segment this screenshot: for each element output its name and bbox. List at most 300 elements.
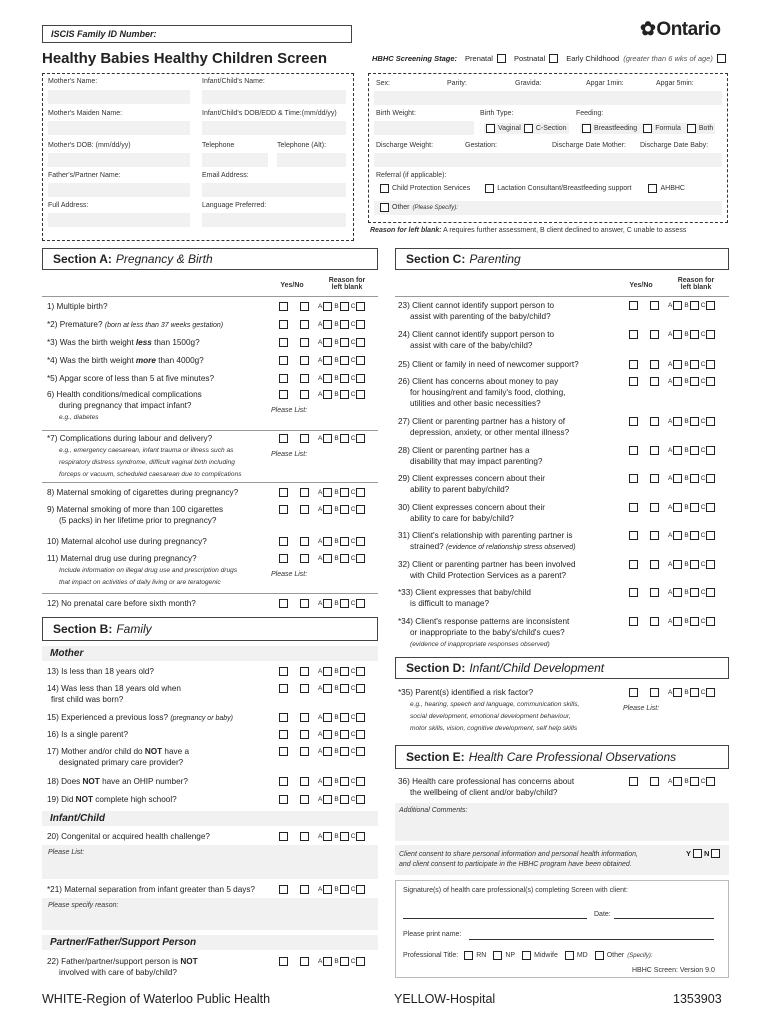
q19-label (47, 794, 177, 805)
q32-yes-checkbox[interactable] (629, 560, 638, 569)
q9-reason-c-checkbox[interactable] (356, 505, 365, 514)
q31-no-checkbox[interactable] (650, 531, 659, 540)
q23-reason-c-checkbox[interactable] (706, 301, 715, 310)
section-a-title: Pregnancy & Birth (115, 252, 213, 266)
q17-reason-c-checkbox[interactable] (356, 747, 365, 756)
q35-no-checkbox[interactable] (650, 688, 659, 697)
q30-reason-b-checkbox[interactable] (690, 503, 699, 512)
q2-yes-checkbox[interactable] (279, 320, 288, 329)
q5-reason-a-checkbox[interactable] (323, 374, 332, 383)
q3-reason-a-checkbox[interactable] (323, 338, 332, 347)
telephone-input[interactable] (202, 153, 268, 167)
q21-no-checkbox[interactable] (300, 885, 309, 894)
q17-text-c: have a (162, 747, 190, 756)
other-checkbox[interactable] (595, 951, 604, 960)
q34-reason-c-label: C (700, 618, 706, 625)
q4-reason-b-checkbox[interactable] (340, 356, 349, 365)
stage-postnatal-checkbox[interactable] (549, 54, 558, 63)
q25-yes-checkbox[interactable] (629, 360, 638, 369)
q22-reason-b-checkbox[interactable] (340, 957, 349, 966)
q29-reason-b-checkbox[interactable] (690, 474, 699, 483)
q24-yes-checkbox[interactable] (629, 330, 638, 339)
divider (395, 296, 729, 297)
q28-reason-b-label: B (684, 447, 689, 454)
q24-answer-row (629, 330, 715, 339)
q29-no-checkbox[interactable] (650, 474, 659, 483)
ref-lactation-checkbox[interactable] (485, 184, 494, 193)
q25-reason-a-checkbox[interactable] (673, 360, 682, 369)
q36-reason-c-checkbox[interactable] (706, 777, 715, 786)
q6-reason-a-label: A (318, 391, 323, 398)
telephone-alt-input[interactable] (277, 153, 346, 167)
q23-reason-b-checkbox[interactable] (690, 301, 699, 310)
q4-yes-checkbox[interactable] (279, 356, 288, 365)
q15-no-checkbox[interactable] (300, 713, 309, 722)
q27-reason-a-checkbox[interactable] (673, 417, 682, 426)
q7-reason-c-checkbox[interactable] (356, 434, 365, 443)
q11-reason-c-label: C (350, 555, 356, 562)
print-name-line[interactable] (469, 939, 714, 940)
q1-no-checkbox[interactable] (300, 302, 309, 311)
q14-reason-a-checkbox[interactable] (323, 684, 332, 693)
q25-reason-a-label: A (668, 361, 673, 368)
q26-reason-a-checkbox[interactable] (673, 377, 682, 386)
q36-yes-checkbox[interactable] (629, 777, 638, 786)
maiden-name-input[interactable] (48, 121, 190, 135)
q4-label (47, 355, 204, 366)
q22-reason-c-checkbox[interactable] (356, 957, 365, 966)
q27-yes-checkbox[interactable] (629, 417, 638, 426)
q13-reason-a-checkbox[interactable] (323, 667, 332, 676)
q3-yes-checkbox[interactable] (279, 338, 288, 347)
rn-checkbox[interactable] (464, 951, 473, 960)
q6-reason-b-checkbox[interactable] (340, 390, 349, 399)
q24-reason-c-checkbox[interactable] (706, 330, 715, 339)
q16-reason-c-checkbox[interactable] (356, 730, 365, 739)
prof-title-label: Professional Title: (403, 952, 459, 959)
q23-label (398, 300, 554, 322)
q11-reason-b-label: B (334, 555, 339, 562)
footer-form-number: 1353903 (673, 992, 722, 1006)
father-name-label: Father's/Partner Name: (48, 172, 121, 179)
csection-checkbox[interactable] (524, 124, 533, 133)
q1-reason-c-checkbox[interactable] (356, 302, 365, 311)
q28-reason-a-checkbox[interactable] (673, 446, 682, 455)
q32-reason-b-checkbox[interactable] (690, 560, 699, 569)
q1-yes-checkbox[interactable] (279, 302, 288, 311)
q2-reason-b-label: B (334, 321, 339, 328)
infant-dob-input[interactable] (202, 121, 346, 135)
q18-reason-c-checkbox[interactable] (356, 777, 365, 786)
q24-reason-a-checkbox[interactable] (673, 330, 682, 339)
midwife-checkbox[interactable] (522, 951, 531, 960)
q3-reason-c-checkbox[interactable] (356, 338, 365, 347)
q26-no-checkbox[interactable] (650, 377, 659, 386)
q11-no-checkbox[interactable] (300, 554, 309, 563)
formula-checkbox[interactable] (643, 124, 652, 133)
q30-yes-checkbox[interactable] (629, 503, 638, 512)
language-input[interactable] (202, 213, 346, 227)
q15-reason-a-checkbox[interactable] (323, 713, 332, 722)
q12-answer-row (279, 599, 365, 608)
date-line[interactable] (614, 918, 714, 919)
q23-no-checkbox[interactable] (650, 301, 659, 310)
q8-reason-b-checkbox[interactable] (340, 488, 349, 497)
q20-reason-c-checkbox[interactable] (356, 832, 365, 841)
q29-yes-checkbox[interactable] (629, 474, 638, 483)
q9-reason-a-checkbox[interactable] (323, 505, 332, 514)
q33-reason-c-checkbox[interactable] (706, 588, 715, 597)
q30-reason-c-checkbox[interactable] (706, 503, 715, 512)
q5-no-checkbox[interactable] (300, 374, 309, 383)
reason-colhead-right-1: Reason for (677, 277, 715, 284)
q35-reason-c-checkbox[interactable] (706, 688, 715, 697)
q5-reason-b-checkbox[interactable] (340, 374, 349, 383)
q34-label (398, 616, 569, 650)
q6-reason-a-checkbox[interactable] (323, 390, 332, 399)
q25-reason-b-label: B (684, 361, 689, 368)
q28-reason-b-checkbox[interactable] (690, 446, 699, 455)
q17-yes-checkbox[interactable] (279, 747, 288, 756)
q6-reason-c-checkbox[interactable] (356, 390, 365, 399)
q33-no-checkbox[interactable] (650, 588, 659, 597)
q29-reason-a-label: A (668, 475, 673, 482)
q5-reason-a-label: A (318, 375, 323, 382)
q12-no-checkbox[interactable] (300, 599, 309, 608)
q32-no-checkbox[interactable] (650, 560, 659, 569)
q3-reason-b-checkbox[interactable] (340, 338, 349, 347)
q24-reason-c-label: C (700, 331, 706, 338)
q21-reason-a-checkbox[interactable] (323, 885, 332, 894)
q30-answer-row (629, 503, 715, 512)
father-name-input[interactable] (48, 183, 190, 197)
q2-no-checkbox[interactable] (300, 320, 309, 329)
q13-reason-c-checkbox[interactable] (356, 667, 365, 676)
address-input[interactable] (48, 213, 190, 227)
yesno-colhead-left: Yes/No (280, 282, 304, 289)
q21-reason-c-checkbox[interactable] (356, 885, 365, 894)
ref-ahbhc-checkbox[interactable] (648, 184, 657, 193)
q9-reason-a-label: A (318, 506, 323, 513)
stage-early-checkbox[interactable] (717, 54, 726, 63)
q27-reason-b-checkbox[interactable] (690, 417, 699, 426)
q34-note: (evidence of inappropriate responses observed) (410, 641, 550, 648)
q11-answer-row (279, 554, 365, 563)
q5-yes-checkbox[interactable] (279, 374, 288, 383)
np-checkbox[interactable] (493, 951, 502, 960)
q19-reason-b-checkbox[interactable] (340, 795, 349, 804)
q8-reason-a-label: A (318, 489, 323, 496)
ref-other-checkbox[interactable] (380, 203, 389, 212)
q10-reason-b-checkbox[interactable] (340, 537, 349, 546)
q25-reason-c-checkbox[interactable] (706, 360, 715, 369)
q14-no-checkbox[interactable] (300, 684, 309, 693)
q11-yes-checkbox[interactable] (279, 554, 288, 563)
q7-reason-a-checkbox[interactable] (323, 434, 332, 443)
q17-reason-a-label: A (318, 748, 323, 755)
q12-reason-c-checkbox[interactable] (356, 599, 365, 608)
q4-reason-a-checkbox[interactable] (323, 356, 332, 365)
q35-reason-a-checkbox[interactable] (673, 688, 682, 697)
q16-yes-checkbox[interactable] (279, 730, 288, 739)
q25-reason-b-checkbox[interactable] (690, 360, 699, 369)
q31-reason-c-checkbox[interactable] (706, 531, 715, 540)
q18-yes-checkbox[interactable] (279, 777, 288, 786)
q10-yes-checkbox[interactable] (279, 537, 288, 546)
q35-note-b: social development, emotional development behaviour, (410, 713, 571, 720)
q15-reason-c-checkbox[interactable] (356, 713, 365, 722)
q35-yes-checkbox[interactable] (629, 688, 638, 697)
reason-colhead-left (322, 277, 372, 291)
q20-reason-b-checkbox[interactable] (340, 832, 349, 841)
q22-yes-checkbox[interactable] (279, 957, 288, 966)
q28-reason-c-checkbox[interactable] (706, 446, 715, 455)
discharge-row-input[interactable] (374, 153, 722, 167)
q35-answer-row (629, 688, 715, 697)
q16-reason-a-checkbox[interactable] (323, 730, 332, 739)
q18-reason-a-checkbox[interactable] (323, 777, 332, 786)
q12-reason-b-checkbox[interactable] (340, 599, 349, 608)
q16-no-checkbox[interactable] (300, 730, 309, 739)
q19-yes-checkbox[interactable] (279, 795, 288, 804)
trillium-icon: ✿ (640, 19, 656, 40)
q10-no-checkbox[interactable] (300, 537, 309, 546)
q16-answer-row (279, 730, 365, 739)
q18-reason-b-checkbox[interactable] (340, 777, 349, 786)
q24-reason-b-checkbox[interactable] (690, 330, 699, 339)
q11-reason-a-label: A (318, 555, 323, 562)
q7-yes-checkbox[interactable] (279, 434, 288, 443)
q24-no-checkbox[interactable] (650, 330, 659, 339)
divider (42, 482, 378, 483)
q20-reason-b-label: B (334, 833, 339, 840)
q21-yes-checkbox[interactable] (279, 885, 288, 894)
q31-yes-checkbox[interactable] (629, 531, 638, 540)
q36-no-checkbox[interactable] (650, 777, 659, 786)
q26-reason-b-label: B (684, 378, 689, 385)
q17-no-checkbox[interactable] (300, 747, 309, 756)
q35-label (398, 687, 579, 734)
q2-reason-b-checkbox[interactable] (340, 320, 349, 329)
q8-reason-a-checkbox[interactable] (323, 488, 332, 497)
q21-reason-a-label: A (318, 886, 323, 893)
ref-other-note: (Please Specify): (412, 204, 458, 211)
birth-weight-input[interactable] (374, 121, 474, 135)
q3-text-c: than 1500g? (151, 338, 200, 347)
q15-yes-checkbox[interactable] (279, 713, 288, 722)
q31-answer-row (629, 531, 715, 540)
q7-no-checkbox[interactable] (300, 434, 309, 443)
q11-reason-b-checkbox[interactable] (340, 554, 349, 563)
q20-answer-row (279, 832, 365, 841)
q30-no-checkbox[interactable] (650, 503, 659, 512)
q29-reason-c-checkbox[interactable] (706, 474, 715, 483)
q9-no-checkbox[interactable] (300, 505, 309, 514)
q15-text: 15) Experienced a previous loss? (47, 713, 169, 722)
q35-reason-b-checkbox[interactable] (690, 688, 699, 697)
both-checkbox[interactable] (687, 124, 696, 133)
q3-no-checkbox[interactable] (300, 338, 309, 347)
q26-text-b: for housing/rent and family's food, clothing, (410, 388, 566, 397)
q16-reason-b-checkbox[interactable] (340, 730, 349, 739)
infant-subhead: Infant/Child (42, 811, 378, 826)
q19-reason-a-checkbox[interactable] (323, 795, 332, 804)
q6-yes-checkbox[interactable] (279, 390, 288, 399)
q4-text-a: *4) Was the birth weight (47, 356, 136, 365)
q21-reason-b-checkbox[interactable] (340, 885, 349, 894)
q22-reason-a-checkbox[interactable] (323, 957, 332, 966)
q17-reason-a-checkbox[interactable] (323, 747, 332, 756)
q28-no-checkbox[interactable] (650, 446, 659, 455)
q15-label (47, 712, 233, 724)
section-e-title: Health Care Professional Observations (468, 750, 677, 764)
q13-no-checkbox[interactable] (300, 667, 309, 676)
q28-yes-checkbox[interactable] (629, 446, 638, 455)
stage-prenatal-checkbox[interactable] (497, 54, 506, 63)
q20-yes-checkbox[interactable] (279, 832, 288, 841)
q34-answer-row (629, 617, 715, 626)
sex-parity-row-input[interactable] (374, 91, 722, 105)
q24-label (398, 329, 554, 351)
q26-text-c: utilities and other basic necessities? (410, 399, 541, 408)
q33-reason-b-checkbox[interactable] (690, 588, 699, 597)
q33-reason-a-label: A (668, 589, 673, 596)
q8-yes-checkbox[interactable] (279, 488, 288, 497)
q12-yes-checkbox[interactable] (279, 599, 288, 608)
q26-reason-c-checkbox[interactable] (706, 377, 715, 386)
additional-comments-label: Additional Comments: (399, 807, 468, 814)
q9-text-a: 9) Maternal smoking of more than 100 cigarettes (47, 505, 224, 514)
q3-text-b: less (135, 338, 152, 347)
q27-reason-c-checkbox[interactable] (706, 417, 715, 426)
q20-no-checkbox[interactable] (300, 832, 309, 841)
q30-reason-b-label: B (684, 504, 689, 511)
q14-answer-row (279, 684, 365, 693)
q19-no-checkbox[interactable] (300, 795, 309, 804)
mother-name-input[interactable] (48, 90, 190, 104)
q34-no-checkbox[interactable] (650, 617, 659, 626)
q23-text-b: assist with parenting of the baby/child? (410, 312, 551, 321)
q20-reason-a-checkbox[interactable] (323, 832, 332, 841)
signature-line[interactable] (403, 918, 587, 919)
q25-no-checkbox[interactable] (650, 360, 659, 369)
q32-reason-c-checkbox[interactable] (706, 560, 715, 569)
q12-label: 12) No prenatal care before sixth month? (47, 599, 196, 608)
q22-no-checkbox[interactable] (300, 957, 309, 966)
q13-reason-a-label: A (318, 668, 323, 675)
q29-reason-a-checkbox[interactable] (673, 474, 682, 483)
q5-answer-row (279, 374, 365, 383)
q32-reason-a-checkbox[interactable] (673, 560, 682, 569)
email-input[interactable] (202, 183, 346, 197)
q2-reason-c-checkbox[interactable] (356, 320, 365, 329)
q28-reason-c-label: C (700, 447, 706, 454)
q15-reason-b-checkbox[interactable] (340, 713, 349, 722)
vaginal-checkbox[interactable] (486, 124, 495, 133)
q6-no-checkbox[interactable] (300, 390, 309, 399)
q1-reason-a-checkbox[interactable] (323, 302, 332, 311)
q34-reason-a-label: A (668, 618, 673, 625)
family-id-field[interactable] (42, 25, 352, 43)
q14-reason-a-label: A (318, 685, 323, 692)
q30-reason-a-checkbox[interactable] (673, 503, 682, 512)
q11-reason-a-checkbox[interactable] (323, 554, 332, 563)
q8-no-checkbox[interactable] (300, 488, 309, 497)
q36-reason-b-label: B (684, 778, 689, 785)
q23-yes-checkbox[interactable] (629, 301, 638, 310)
q34-reason-b-checkbox[interactable] (690, 617, 699, 626)
q5-reason-b-label: B (334, 375, 339, 382)
q11-reason-c-checkbox[interactable] (356, 554, 365, 563)
q31-reason-b-checkbox[interactable] (690, 531, 699, 540)
consent-y-checkbox[interactable] (693, 849, 702, 858)
q7-reason-b-checkbox[interactable] (340, 434, 349, 443)
q1-reason-b-checkbox[interactable] (340, 302, 349, 311)
q2-reason-a-checkbox[interactable] (323, 320, 332, 329)
q4-no-checkbox[interactable] (300, 356, 309, 365)
q3-label (47, 337, 200, 348)
q19-reason-b-label: B (334, 796, 339, 803)
q9-yes-checkbox[interactable] (279, 505, 288, 514)
q9-reason-b-checkbox[interactable] (340, 505, 349, 514)
q34-yes-checkbox[interactable] (629, 617, 638, 626)
infant-name-input[interactable] (202, 90, 346, 104)
q34-reason-c-checkbox[interactable] (706, 617, 715, 626)
q10-reason-c-checkbox[interactable] (356, 537, 365, 546)
q14-yes-checkbox[interactable] (279, 684, 288, 693)
q33-reason-a-checkbox[interactable] (673, 588, 682, 597)
q13-reason-b-checkbox[interactable] (340, 667, 349, 676)
q26-reason-b-checkbox[interactable] (690, 377, 699, 386)
q17-reason-b-checkbox[interactable] (340, 747, 349, 756)
consent-n-checkbox[interactable] (711, 849, 720, 858)
q8-label: 8) Maternal smoking of cigarettes during pregnancy? (47, 488, 239, 497)
q29-label (398, 473, 545, 495)
breastfeeding-checkbox[interactable] (582, 124, 591, 133)
breastfeeding-label: Breastfeeding (594, 125, 638, 132)
q31-reason-a-checkbox[interactable] (673, 531, 682, 540)
q6-reason-c-label: C (350, 391, 356, 398)
q23-reason-a-checkbox[interactable] (673, 301, 682, 310)
divider (42, 296, 378, 297)
ref-cps-checkbox[interactable] (380, 184, 389, 193)
q16-reason-a-label: A (318, 731, 323, 738)
q27-text-a: 27) Client or parenting partner has a history of (398, 417, 566, 426)
q34-reason-a-checkbox[interactable] (673, 617, 682, 626)
q4-reason-c-checkbox[interactable] (356, 356, 365, 365)
q27-no-checkbox[interactable] (650, 417, 659, 426)
q20-list-box[interactable] (42, 845, 378, 879)
q26-yes-checkbox[interactable] (629, 377, 638, 386)
q11-note-a: Include information on illegal drug use and prescription drugs (59, 567, 238, 574)
q12-reason-a-checkbox[interactable] (323, 599, 332, 608)
q8-reason-c-checkbox[interactable] (356, 488, 365, 497)
q36-reason-a-checkbox[interactable] (673, 777, 682, 786)
q14-reason-c-checkbox[interactable] (356, 684, 365, 693)
q36-reason-b-checkbox[interactable] (690, 777, 699, 786)
md-checkbox[interactable] (565, 951, 574, 960)
q5-reason-c-checkbox[interactable] (356, 374, 365, 383)
mother-dob-input[interactable] (48, 153, 190, 167)
q18-no-checkbox[interactable] (300, 777, 309, 786)
q14-reason-b-checkbox[interactable] (340, 684, 349, 693)
section-b-label: Section B: (53, 622, 113, 636)
q19-reason-c-checkbox[interactable] (356, 795, 365, 804)
q33-yes-checkbox[interactable] (629, 588, 638, 597)
q13-yes-checkbox[interactable] (279, 667, 288, 676)
q10-reason-a-checkbox[interactable] (323, 537, 332, 546)
gravida-label: Gravida: (515, 80, 542, 87)
